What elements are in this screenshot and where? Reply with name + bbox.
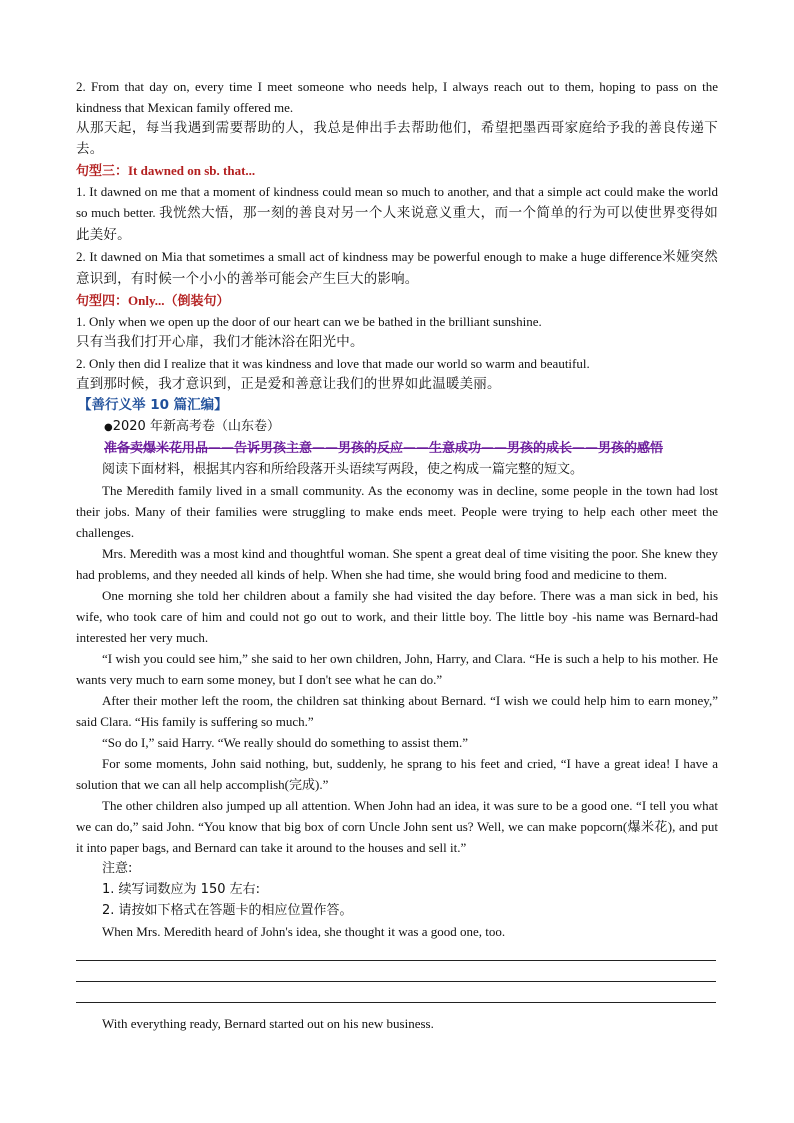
story-paragraph: The Meredith family lived in a small community. As the economy was in decline, some people in the town had lost their jobs. Many of their families were struggling to make ends meet. People were trying to help each other meet the challenges. <box>76 483 718 540</box>
pattern-3-item-1 <box>76 181 718 246</box>
answer-line[interactable] <box>76 1002 716 1003</box>
example-sentence-zh: 从那天起，每当我遇到需要帮助的人，我总是伸出手去帮助他们，希望把墨西哥家庭给予我的善良传递下去。 <box>76 120 718 157</box>
exam-source <box>76 416 718 438</box>
story-paragraph: After their mother left the room, the children sat thinking about Bernard. “I wish we could help him to earn money,” said Clara. “His family is suffering so much.” <box>76 693 718 729</box>
note-item: 2. 请按如下格式在答题卡的相应位置作答。 <box>102 903 353 918</box>
task-instruction: 阅读下面材料，根据其内容和所给段落开头语续写两段，使之构成一篇完整的短文。 <box>102 462 584 477</box>
story-paragraph: “So do I,” said Harry. “We really should do something to assist them.” <box>102 735 469 750</box>
pattern-3-heading: 句型三：It dawned on sb. that... <box>76 163 256 178</box>
note-item: 1. 续写词数应为 150 左右: <box>102 882 260 897</box>
exam-source-text: 2020 年新高考卷（山东卷） <box>112 419 280 434</box>
pattern-4-item-2-en: 2. Only then did I realize that it was kindness and love that made our world so warm and beautiful. <box>76 356 590 371</box>
answer-line[interactable] <box>76 981 716 982</box>
pattern-4-item-1-en: 1. Only when we open up the door of our heart can we be bathed in the brilliant sunshine. <box>76 314 542 329</box>
answer-line[interactable] <box>76 960 716 961</box>
pattern-4-item-1-zh: 只有当我们打开心扉，我们才能沐浴在阳光中。 <box>76 334 364 350</box>
bullet-icon: ● <box>104 422 113 433</box>
paragraph-opener-2: With everything ready, Bernard started out on his new business. <box>102 1016 434 1031</box>
pattern-3-item-2-en: 2. It dawned on Mia that sometimes a small act of kindness may be powerful enough to make a huge difference <box>76 249 662 264</box>
notes-label: 注意: <box>102 861 133 876</box>
story-paragraph: One morning she told her children about a family she had visited the day before. There was a man sick in bed, his wife, who took care of him and could not go out to work, and their little boy. The little boy -his name was Bernard-had interested her very much. <box>76 588 718 645</box>
pattern-3-item-2 <box>76 246 718 290</box>
pattern-3-item-1-zh: 我恍然大悟，那一刻的善良对另一个人来说意义重大，而一个简单的行为可以使世界变得如此美好。 <box>76 205 718 243</box>
pattern-3-item-2-zh: 米娅突然意识到，有时候一个小小的善举可能会产生巨大的影响。 <box>76 249 718 287</box>
pattern-3-item-1-en: 1. It dawned on me that a moment of kindness could mean so much to another, and that a simple act could make the world so much better. <box>76 184 718 220</box>
section-title: 【善行义举 10 篇汇编】 <box>78 397 228 413</box>
example-sentence-en: 2. From that day on, every time I meet someone who needs help, I always reach out to them, hoping to pass on the kindness that Mexican family offered me. <box>76 79 718 115</box>
pattern-4-item-2-zh: 直到那时候，我才意识到，正是爱和善意让我们的世界如此温暖美丽。 <box>76 376 501 392</box>
document-page <box>76 76 718 1034</box>
pattern-4-heading: 句型四：Only...（倒装句） <box>76 293 230 308</box>
story-paragraph: Mrs. Meredith was a most kind and thoughtful woman. She spent a great deal of time visiting the poor. She knew they had problems, and they needed all kinds of help. When she had time, she would bring food and medicine to them. <box>76 546 718 582</box>
story-passage <box>76 480 718 858</box>
story-paragraph: “I wish you could see him,” she said to her own children, John, Harry, and Clara. “He is such a help to his mother. He wants very much to earn some money, but I don't see what he can do.” <box>76 651 718 687</box>
paragraph-opener-1: When Mrs. Meredith heard of John's idea, she thought it was a good one, too. <box>102 924 506 939</box>
story-paragraph: The other children also jumped up all attention. When John had an idea, it was sure to be a good one. “I tell you what we can do,” said John. “You know that big box of corn Uncle John sent us? Well, we can make popcorn(爆米花), and put it into paper bags, and Bernard can take it around to the houses and sell it.” <box>76 798 718 855</box>
story-paragraph: For some moments, John said nothing, but, suddenly, he sprang to his feet and cried, “I have a great idea! I have a solution that we can all help accomplish(完成).” <box>76 756 718 792</box>
plot-outline: 准备卖爆米花用品——告诉男孩主意——男孩的反应——生意成功——男孩的成长——男孩的感悟 <box>104 441 664 456</box>
